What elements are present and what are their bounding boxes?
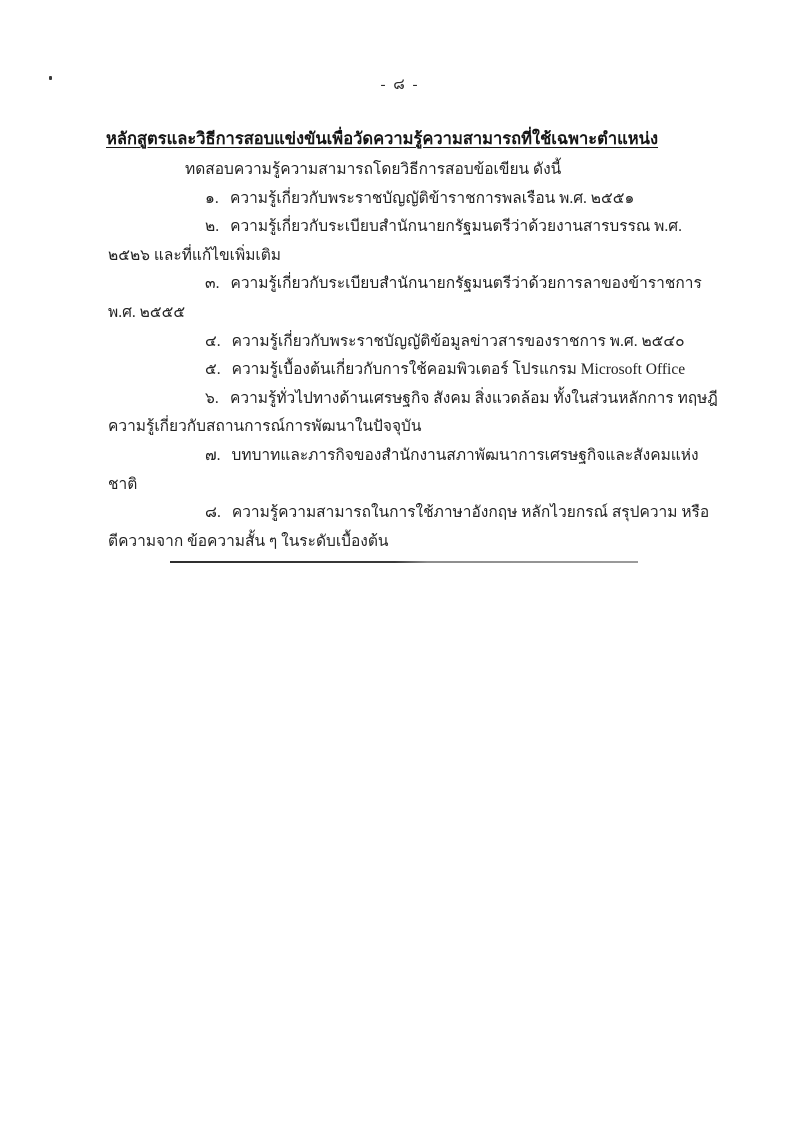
item-text: ความรู้เกี่ยวกับระเบียบสำนักนายกรัฐมนตรีว่าด้วยการลาของข้าราชการ พ.ศ. ๒๕๕๕ bbox=[108, 275, 702, 321]
item-text: ความรู้เบื้องต้นเกี่ยวกับการใช้คอมพิวเตอร์ โปรแกรม Microsoft Office bbox=[231, 361, 686, 379]
list-item bbox=[108, 356, 722, 385]
page-number: - ๘ - bbox=[380, 77, 420, 93]
item-text: ความรู้ความสามารถในการใช้ภาษาอังกฤษ หลักไวยกรณ์ สรุปความ หรือตีความจาก ข้อความสั้น ๆ ในระดับเบื้องต้น bbox=[108, 504, 710, 550]
list-item bbox=[108, 185, 722, 214]
item-text: ความรู้เกี่ยวกับพระราชบัญญัติข้าราชการพลเรือน พ.ศ. ๒๕๕๑ bbox=[230, 189, 635, 207]
item-number: ๗. bbox=[205, 446, 221, 464]
list-item bbox=[108, 328, 722, 357]
item-number: ๕. bbox=[205, 361, 221, 379]
document-body bbox=[0, 156, 800, 556]
item-number: ๒. bbox=[205, 218, 220, 236]
item-number: ๘. bbox=[205, 504, 221, 522]
item-number: ๑. bbox=[205, 189, 219, 207]
list-item bbox=[108, 442, 722, 499]
item-number: ๓. bbox=[205, 275, 220, 293]
horizontal-divider bbox=[170, 561, 638, 563]
list-item bbox=[108, 270, 722, 327]
list-item bbox=[108, 213, 722, 270]
item-text: บทบาทและภารกิจของสำนักงานสภาพัฒนาการเศรษฐกิจและสังคมแห่งชาติ bbox=[108, 446, 699, 493]
item-text: ความรู้เกี่ยวกับพระราชบัญญัติข้อมูลข่าวสารของราชการ พ.ศ. ๒๕๔๐ bbox=[231, 332, 685, 350]
item-text: ความรู้เกี่ยวกับระเบียบสำนักนายกรัฐมนตรีว่าด้วยงานสารบรรณ พ.ศ. ๒๕๒๖ และที่แก้ไขเพิ่มเติม bbox=[108, 218, 682, 264]
list-item bbox=[108, 385, 722, 442]
section-heading: หลักสูตรและวิธีการสอบแข่งขันเพื่อวัดความรู้ความสามารถที่ใช้เฉพาะตำแหน่ง bbox=[106, 129, 659, 148]
item-text: ความรู้ทั่วไปทางด้านเศรษฐกิจ สังคม สิ่งแวดล้อม ทั้งในส่วนหลักการ ทฤษฎี ความรู้เกี่ยวกับสถานการณ์การพัฒนาในปัจจุบัน bbox=[108, 389, 718, 436]
intro-text: ทดสอบความรู้ความสามารถโดยวิธีการสอบข้อเขียน ดังนี้ bbox=[185, 161, 562, 178]
list-item bbox=[108, 499, 722, 556]
item-number: ๔. bbox=[205, 332, 221, 350]
scan-artifact-dot bbox=[49, 76, 52, 80]
item-number: ๖. bbox=[205, 389, 219, 407]
